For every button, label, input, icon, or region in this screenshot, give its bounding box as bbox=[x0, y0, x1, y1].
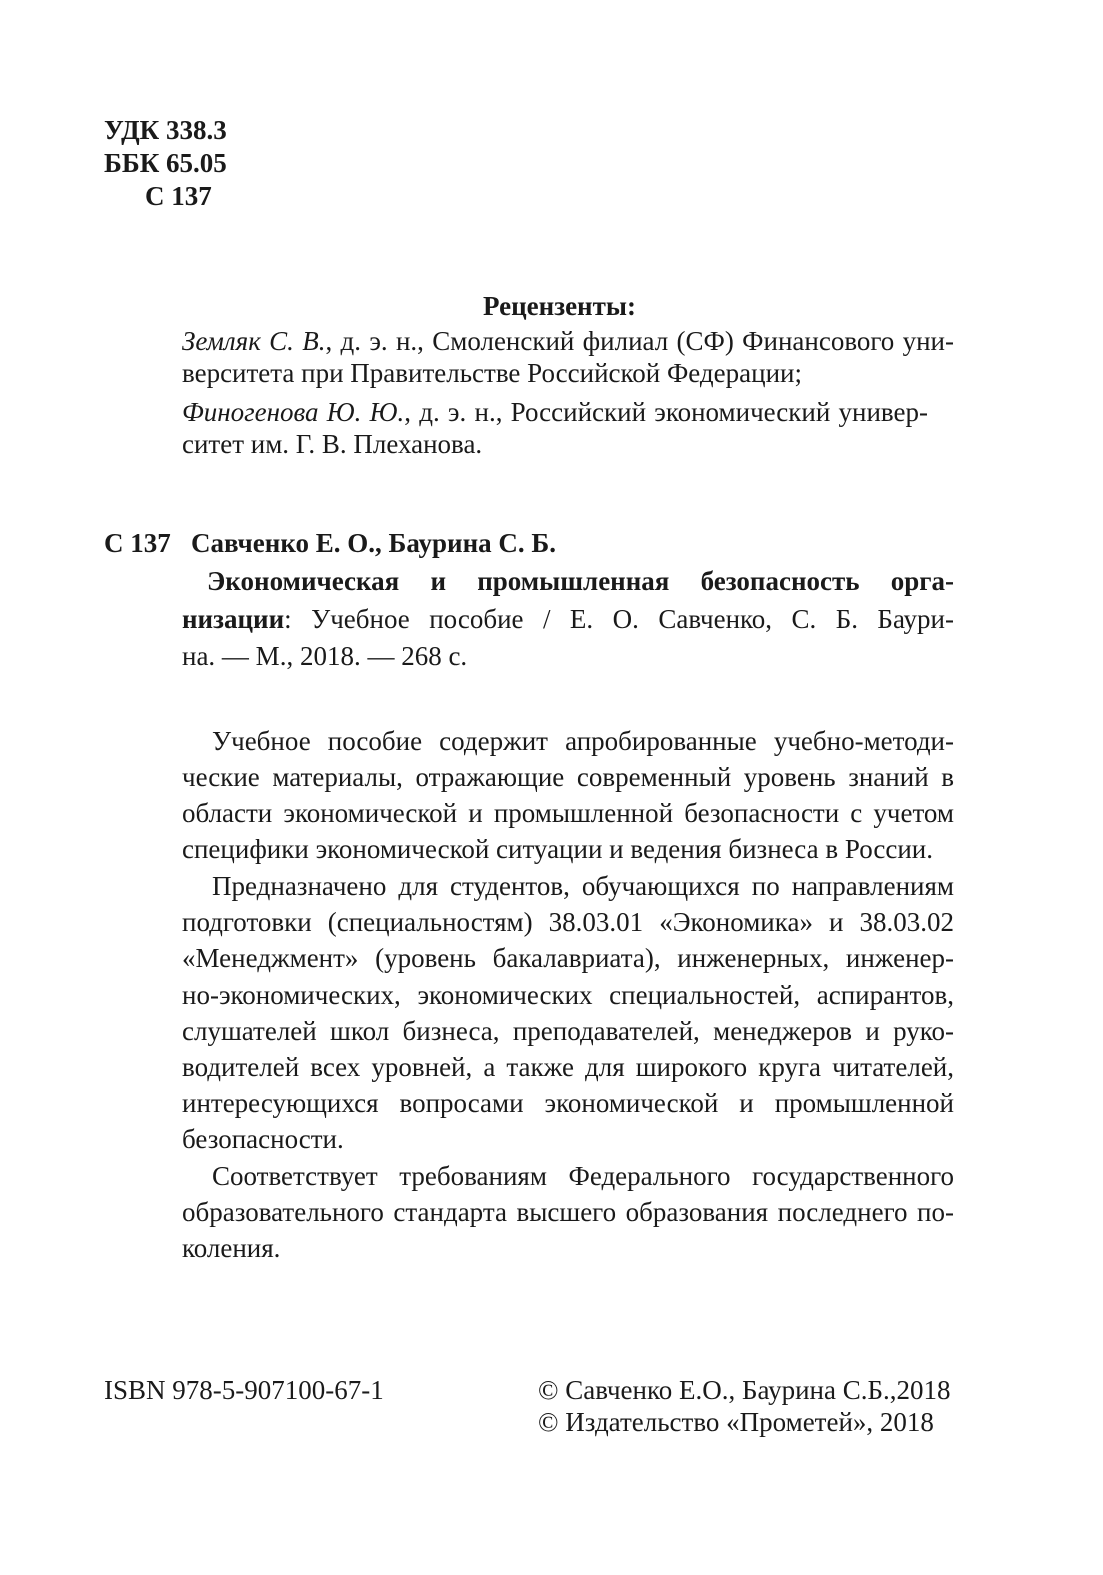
copyright-publisher: © Издательство «Прометей», 2018 bbox=[538, 1407, 934, 1437]
reviewer-2-line-1: Финогенова Ю. Ю., д. э. н., Российский экономический универ- bbox=[182, 397, 928, 427]
abstract-p2-line: слушателей школ бизнеса, преподавателей, менеджеров и руко- bbox=[182, 1016, 954, 1046]
entry-code: С 137 bbox=[104, 528, 171, 558]
isbn: ISBN 978-5-907100-67-1 bbox=[104, 1375, 384, 1405]
reviewer-1-line-2: верситета при Правительстве Российской Федерации; bbox=[182, 358, 802, 388]
abstract-p2-line: безопасности. bbox=[182, 1124, 344, 1154]
bbk-code: ББК 65.05 bbox=[104, 148, 227, 178]
abstract-p1-line: ческие материалы, отражающие современный уровень знаний в bbox=[182, 762, 954, 792]
abstract-p2-line: но-экономических, экономических специальностей, аспирантов, bbox=[182, 980, 954, 1010]
abstract-p2-line: интересующихся вопросами экономической и промышленной bbox=[182, 1088, 954, 1118]
abstract-p2-line: Предназначено для студентов, обучающихся по направлениям bbox=[212, 871, 954, 901]
abstract-p1-line: области экономической и промышленной безопасности с учетом bbox=[182, 798, 954, 828]
abstract-p2-line: «Менеджмент» (уровень бакалавриата), инженерных, инженер- bbox=[182, 943, 954, 973]
reviewer-2-line-2: ситет им. Г. В. Плеханова. bbox=[182, 429, 483, 459]
reviewer-2-name: Финогенова Ю. Ю. bbox=[182, 397, 405, 427]
abstract-p1-line: Учебное пособие содержит апробированные учебно-методи- bbox=[212, 726, 954, 756]
abstract-p2-line: подготовки (специальностям) 38.03.01 «Экономика» и 38.03.02 bbox=[182, 907, 954, 937]
author-mark: С 137 bbox=[145, 181, 212, 211]
udk-code: УДК 338.3 bbox=[104, 115, 227, 145]
abstract-p1-line: специфики экономической ситуации и ведения бизнеса в России. bbox=[182, 834, 933, 864]
abstract-p3-line: образовательного стандарта высшего образования последнего по- bbox=[182, 1197, 954, 1227]
book-title-end: низации bbox=[182, 604, 285, 634]
reviewers-heading: Рецензенты: bbox=[483, 291, 636, 321]
entry-authors: Савченко Е. О., Баурина С. Б. bbox=[191, 528, 556, 558]
book-title-line-2: низации: Учебное пособие / Е. О. Савченко, С. Б. Баури- bbox=[182, 604, 954, 634]
abstract-p3-line: коления. bbox=[182, 1233, 281, 1263]
book-imprint: на. — М., 2018. — 268 с. bbox=[182, 641, 468, 671]
reviewer-1-line-1: Земляк С. В., д. э. н., Смоленский филиал (СФ) Финансового уни- bbox=[182, 326, 954, 356]
abstract-p2-line: водителей всех уровней, а также для широкого круга читателей, bbox=[182, 1052, 954, 1082]
reviewer-1-name: Земляк С. В. bbox=[182, 326, 326, 356]
book-title-line-1: Экономическая и промышленная безопасность орга- bbox=[207, 566, 954, 596]
copyright-authors: © Савченко Е.О., Баурина С.Б.,2018 bbox=[538, 1375, 951, 1405]
abstract-p3-line: Соответствует требованиям Федерального государственного bbox=[212, 1161, 954, 1191]
